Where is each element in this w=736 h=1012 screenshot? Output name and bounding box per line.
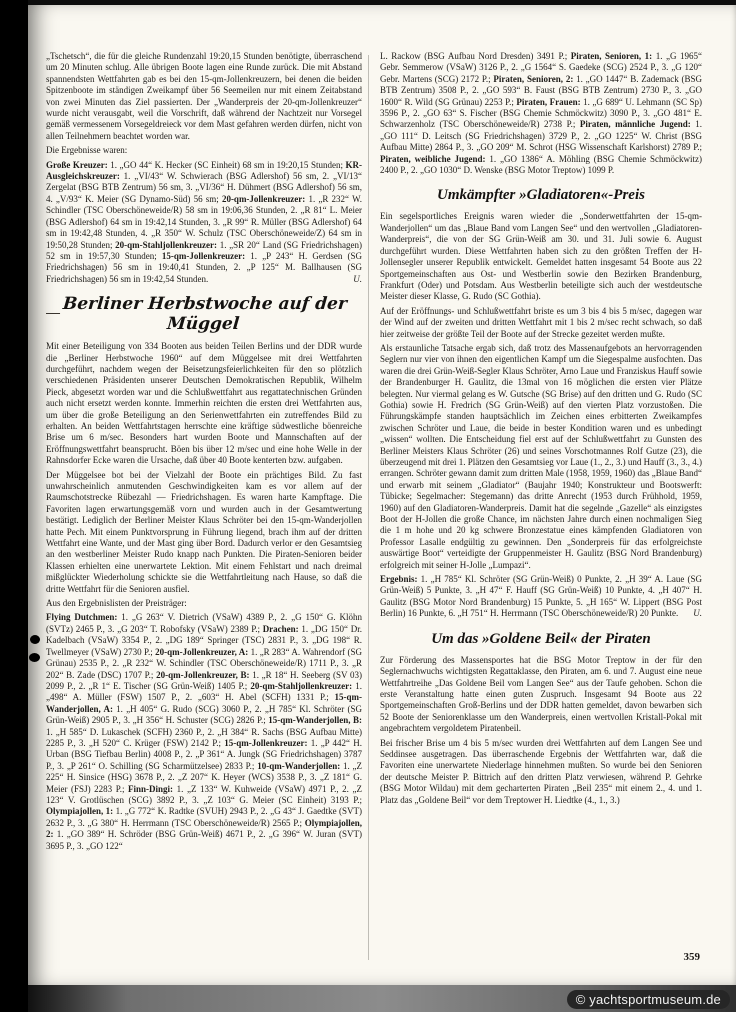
scan-artifact-dot — [29, 653, 40, 662]
author-initial: U. — [353, 273, 362, 284]
section-heading: Umkämpfter »Gladiatoren«-Preis — [437, 187, 645, 204]
left-column — [46, 51, 362, 969]
results-paragraph: Ergebnis: 1. „H 785“ Kl. Schröter (SG Grün-Weiß) 0 Punkte, 2. „H 39“ A. Laue (SG Grün-Weiß) 5 Punkte, 3. „H 47“ F. Hauff (SG Grün-Weiß) 10 Punkte, 4. „H 407“ H. Gaulitz (BSG Motor Nord Brandenburg) 15 Punkte, 5. „H 165“ W. Lippert (BSG Post Berlin) 16 Punkte, 6. „H 751“ H. Herrmann (TSC Oberschöneweide/R) 20 Punkte. U. — [380, 574, 702, 619]
section-heading: Um das »Goldene Beil« der Piraten — [431, 630, 651, 647]
results-paragraph: Große Kreuzer: 1. „GO 44“ K. Hecker (SC Einheit) 68 sm in 19:20,15 Stunden; KR-Ausgleichskreuzer: 1. „VI/43“ W. Schwierach (BSG Adlershof) 56 sm, 2. „VI/13“ Zergelat (BSG BTB Zentrum) 56 sm, 3. „VI/36“ H. Dühmert (BSG Adlershof) 56 sm, 4. „V/93“ K. Meier (SG Dynamo-Süd) 56 sm; 20-qm-Jollenkreuzer: 1. „R 232“ W. Schindler (TSC Oberschöneweide/R) 58 sm in 19:06,36 Stunden, 2. „R 81“ L. Meier (BSG Adlershof) 64 sm in 19:42,14 Stunden, 3. „R 99“ R. Müller (BSG Adlershof) 64 sm in 19:42,48 Stunden, 4. „R 350“ W. Schulz (TSC Oberschöneweide/Z) 64 sm in 19:50,28 Stunden; 20-qm-Stahljollenkreuzer: 1. „SR 20“ Land (SG Friedrichshagen) 52 sm in 19:57,30 Stunden; 15-qm-Jollenkreuzer: 1. „P 243“ H. Gerdsen (SG Friedrichshagen) 56 sm in 19:40,41 Stunden, 2. „P 125“ M. Ballhausen (SG Friedrichshagen) 56 sm in 19:42,54 Stunden. U. — [46, 159, 362, 284]
body-paragraph: Die Ergebnisse waren: — [46, 145, 128, 156]
book-spine-shadow — [0, 0, 28, 1012]
results-paragraph: L. Rackow (BSG Aufbau Nord Dresden) 3491 P.; Piraten, Senioren, 1: 1. „G 1965“ Gebr. Semmerow (VSaW) 3126 P., 2. „G 1564“ S. Gaedeke (SCG) 2524 P., 3. „G 120“ Gebr. Martens (SCG) 2172 P.; Piraten, Senioren, 2: 1. „GO 1447“ B. Zademack (BSG BTB Zentrum) 3508 P., 2. „GO 593“ B. Faust (BSG BTB Zentrum) 2730 P., 3. „GO 1600“ R. Wild (SG Grünau) 2253 P.; Piraten, Frauen: 1. „G 689“ U. Lehmann (SC Sp) 3596 P., 2. „GO 63“ S. Fischer (BSG Chemie Schmöckwitz) 3090 P., 3. „GO 481“ E. Schwarzenholz (TSC Oberschöneweide/R) 2738 P.; Piraten, männliche Jugend: 1. „GO 111“ D. Leitsch (SG Friedrichshagen) 3729 P., 2. „GO 1225“ W. Christ (BSG Aufbau Mitte) 2864 P., 3. „GO 209“ M. Schrot (HSG Wissenschaft Karlshorst) 2789 P.; Piraten, weibliche Jugend: 1. „GO 1386“ A. Möhling (BSG Chemie Schmöckwitz) 2400 P., 2. „GO 1030“ D. Wenske (BSG Motor Treptow) 1099 P. — [380, 51, 702, 176]
magazine-page — [28, 5, 736, 985]
body-paragraph: Ein segelsportliches Ereignis waren wieder die „Sonderwettfahrten der 15-qm-Wanderjollen“ um das „Blaue Band vom Langen See“ und den wertvollen „Gladiatoren-Wanderpreis“, die von der SG Grün-Weiß am 30. und 31. Juli sowie 6. August durchgeführt wurden. Diese Wettfahrten haben sich zu den größten Treffen der H-Jollensegler unserer Republik entwickelt. Gemeldet hatten insgesamt 54 Boote aus 22 Sportgemeinschaften aus Ost- und Westberlin sowie den Bezirken Brandenburg, Frankfurt (Oder) und Potsdam. Aus Westberlin beteiligte sich auch der westdeutsche Meister dieser Klasse, G. Rudo (SC Gothia). — [380, 211, 702, 302]
results-paragraph: Flying Dutchmen: 1. „G 263“ V. Dietrich (VSaW) 4389 P., 2. „G 150“ G. Klöhn (SVTz) 2465 P., 3. „G 203“ T. Robofsky (VSaW) 2389 P.; Drachen: 1. „DG 150“ Dr. Kadelbach (VSaW) 3354 P., 2. „DG 189“ Springer (TSC) 2831 P., 3. „DG 198“ R. Twellmeyer (VSaW) 2730 P.; 20-qm-Jollenkreuzer, A: 1. „R 283“ A. Wahrendorf (SG Grünau) 2535 P., 2. „R 232“ W. Schindler (TSC Oberschöneweide/R) 1711 P., 3. „R 202“ B. Zade (DSC) 1707 P.; 20-qm-Jollenkreuzer, B: 1. „R 18“ H. Seeberg (SV 03) 2099 P., 2. „R 1“ E. Tischer (SG Grün-Weiß) 1405 P.; 20-qm-Stahljollenkreuzer: 1. „498“ A. Müller (FSW) 1507 P., 2. „603“ H. Abel (SCFH) 1331 P.; 15-qm-Wanderjollen, A: 1. „H 405“ G. Rudo (SCG) 3060 P., 2. „H 785“ Kl. Schröter (SG Grün-Weiß) 2905 P., 3. „H 356“ H. Schuster (SCG) 2826 P.; 15-qm-Wanderjollen, B: 1. „H 585“ D. Lukaschek (SCFH) 2360 P., 2. „H 384“ R. Sachs (BSG Aufbau Mitte) 2285 P., 3. „H 520“ C. Krüger (FSW) 2142 P.; 15-qm-Jollenkreuzer: 1. „P 442“ H. Urban (BSG Tiefbau Berlin) 4008 P., 2. „P 361“ A. Jungk (SG Friedrichshagen) 3787 P., 3. „P 261“ O. Schilling (SG Scharmützelsee) 2833 P.; 10-qm-Wanderjollen: 1. „Z 225“ H. Sinsice (HSG) 3678 P., 2. „Z 207“ K. Heyer (WCS) 3538 P., 3. „Z 181“ G. Meier (FSJ) 2283 P.; Finn-Dingi: 1. „Z 133“ W. Kuhweide (VSaW) 4971 P., 2. „Z 123“ V. Grotlüschen (SCG) 3892 P., 3. „Z 103“ G. Meier (SC Einheit) 3193 P.; Olympiajollen, 1: 1. „G 772“ K. Radtke (SVUH) 2943 P., 2. „G 43“ J. Gaedtke (SVT) 2632 P., 3. „G 380“ H. Herrmann (TSC Oberschöneweide/R) 2565 P.; Olympiajollen, 2: 1. „GO 389“ H. Schröder (BSG Grün-Weiß) 4671 P., 2. „G 396“ W. Juran (SVT) 3695 P., 3. „GO 122“ — [46, 612, 362, 851]
column-divider — [368, 55, 369, 960]
author-initial: U. — [693, 608, 702, 619]
body-paragraph: Der Müggelsee bot bei der Vielzahl der Boote ein prächtiges Bild. Zu fast unwahrscheinlich anmutenden Geschwindigkeiten kam es vor allem auf der Raumschotstrecke Rübezahl — Friedrichshagen. Es waren harte Kampftage. Die Favoriten lagen erwartungsgemäß vorn und wurden auch in der Gesamtwertung bestätigt. Lediglich der Berliner Meister Klaus Schröter bei den 15-qm-Wanderjollen hatte Pech. Mit einem Punktvorsprung in Führung liegend, brach ihm auf der dritten Wettfahrt eine Wante, und der Mast ging über Bord. Dadurch verlor er den Gesamtsieg an den westberliner Meister Rudo knapp nach Punkten. Die Piraten-Senioren beider Klassen erhielten eine unerwartete Lektion. Mit einem Fehlstart und nach dreimal mißglückter Wiederholung schickte sie die Wettfahrtleitung nach Hause, so daß die dritte Wettfahrt für die Senioren ausfiel. — [46, 469, 362, 594]
body-paragraph: Aus den Ergebnislisten der Preisträger: — [46, 598, 187, 609]
scan-artifact-dot — [30, 635, 40, 644]
page-number: 359 — [683, 951, 700, 963]
right-column — [380, 51, 702, 969]
body-paragraph: Als erstaunliche Tatsache ergab sich, daß trotz des Massenaufgebots an hervorragenden Seglern nur vier von ihnen den eigentlichen Kampf um die Siegespalme ausfochten. Das waren die drei Grün-Weiß-Segler Klaus Schröter, Arno Laue und Franziskus Hauff sowie der Brandenburger H. Gaulitz, die 13mal von 16 möglichen die ersten vier Plätze belegten. Nur viermal gelang es W. Gutsche (SG Brise) auf den dritten und G. Rudo (SC Gothia) sowie H. Fredrich (SG Grün-Weiß) auf den vierten Platz vorzustoßen. Die Führungskämpfe standen hauptsächlich im Zeichen eines erbitterten Zweikampfes zwischen Schröter und Laue, die beide in bester Kondition waren und es unbedingt „wissen“ wollten. Die Entscheidung fiel erst auf der Schlußwettfahrt zu Gunsten des Berliner Meisters Klaus Schröter (26) und seines Vorschotmannes Rolf Gutze (23), die überzeugend mit drei 1. Plätzen den Gesamtsieg vor Laue (1., 2., 3.) und Hauff (3., 3., 4.) errangen. Schröter gewann damit zum dritten Male (1958, 1959, 1960) das „Blaue Band“ und erwarb mit seinem „Gladiator“ (Baujahr 1940; Konstrukteur und Bootswerft: Tübicke; Segelmacher: Stegemann) das dritte Anrecht (1953 durch Frühhold, 1959, 1960) auf den Gladiatoren-Wanderpreis. Damit hat die segelnde „Gazelle“ als einzigstes Boot der H-Jollen die große Chance, im nächsten Jahre durch einen nochmaligen Sieg die 1 m hohe und 20 kg schwere Bronzestatue eines kämpfenden Gladiatoren von Professor Lasalle endgültig zu gewinnen. Den „Sonderpreis für das erfolgreichste auswärtige Boot“ verteidigte der Gruppenmeister H. Gaulitz (BSG Nord Brandenburg) erfolgreich mit seiner H-Jolle „Lumpazi“. — [380, 342, 702, 570]
body-paragraph: Auf der Eröffnungs- und Schlußwettfahrt briste es um 3 bis 4 bis 5 m/sec, dagegen war der Wind auf der zweiten und dritten Wettfahrt mit 1 bis 2 m/sec recht schwach, so daß hier zeitweise der größte Teil der Boote auf der Strecke gezeitet werden mußte. — [380, 305, 702, 339]
body-paragraph: „Tschetsch“, die für die gleiche Rundenzahl 19:20,15 Stunden benötigte, überraschend um 20 Minuten schlug. Alle übrigen Boote lagen eine Runde zurück. Die mit Abstand spannendsten Wettfahrten gab es bei den 15-qm-Jollenkreuzern, bei denen die beiden Spitzenboote im ständigen Zweikampf über 56 Seemeilen nur mit einem Zeitabstand von zwei Minuten das Ziel passierten. Der „Wanderpreis der 20-qm-Jollenkreuzer“ wurde nicht verausgabt, weil die Vorschrift, daß während der Nachtzeit nur Vorsegel gemäß vermessenem Vorsegeldreieck vor dem Mast gefahren werden dürfen, nicht von allen Teilnehmern beachtet worden war. — [46, 51, 362, 141]
watermark: © yachtsportmuseum.de — [567, 990, 730, 1009]
body-paragraph: Zur Förderung des Massensportes hat die BSG Motor Treptow in der für den Seglernachwuchs wichtigsten Regattaklasse, den Piraten, am 6. und 7. August eine neue Wettfahrtreihe „Das Goldene Beil vom Langen See“ aus der Taufe gehoben. Schon die erste Veranstaltung hatte einen guten Zuspruch. Insgesamt 94 Boote aus 22 Sportgemeinschaften Groß-Berlins und der DDR hatten gemeldet, davon bewarben sich 52 Boote der Seniorenklasse um den Wanderpreis, einen wertvollen Kristall-Pokal mit angebrachtem vergoldetem Piratenbeil. — [380, 654, 702, 734]
section-heading-script: Berliner Herbstwoche auf der Müggel — [46, 294, 362, 334]
body-paragraph: Mit einer Beteiligung von 334 Booten aus beiden Teilen Berlins und der DDR wurde die „Berliner Herbstwoche 1960“ auf dem Müggelsee mit drei Wettfahrten durchgeführt, nachdem wegen der Beisetzungsfeierlichkeiten für den so plötzlich verschiedenen Präsidenten unserer Deutschen Demokratischen Republik, Wilhelm Pieck, abgesetzt worden war und die Schlußwettfahrt aus regattatechnischen Gründen auch nicht ersetzt werden konnte. Immerhin reichten die ersten drei Wettfahrten aus, um über die große Beteiligung an den Serienwettfahrten ein zutreffendes Bild zu erhalten. An beiden Wettfahrtstagen herrschte eine kräftige südwestliche böenreiche Brise um 6 m/sec. Besonders hart wurden Boote und Mannschaften auf der Eröffnungswettfahrt beansprucht. Böen bis über 12 m/sec und eine hohe Welle in der Rahnsdorfer Ecke waren die Ursache, daß über 40 Boote kenterten bzw. aufgaben. — [46, 341, 362, 466]
body-paragraph: Bei frischer Brise um 4 bis 5 m/sec wurden drei Wettfahrten auf dem Langen See und Seddinsee ausgetragen. Das überraschende Ergebnis der Wettfahrten war, daß die Favoriten eine unerwartete Niederlage hinnehmen mußten. So wurde bei den Senioren der deutsche Meister P. Bittrich auf den dritten Platz verwiesen, während P. Gehrke (BSG Motor Wildau) mit dem gecharterten Piraten „Beil 235“ mit einem 2., 4. und 1. Platz das „Goldene Beil“ vor dem Treptower H. Liedtke (4., 1., 3.) — [380, 737, 702, 805]
